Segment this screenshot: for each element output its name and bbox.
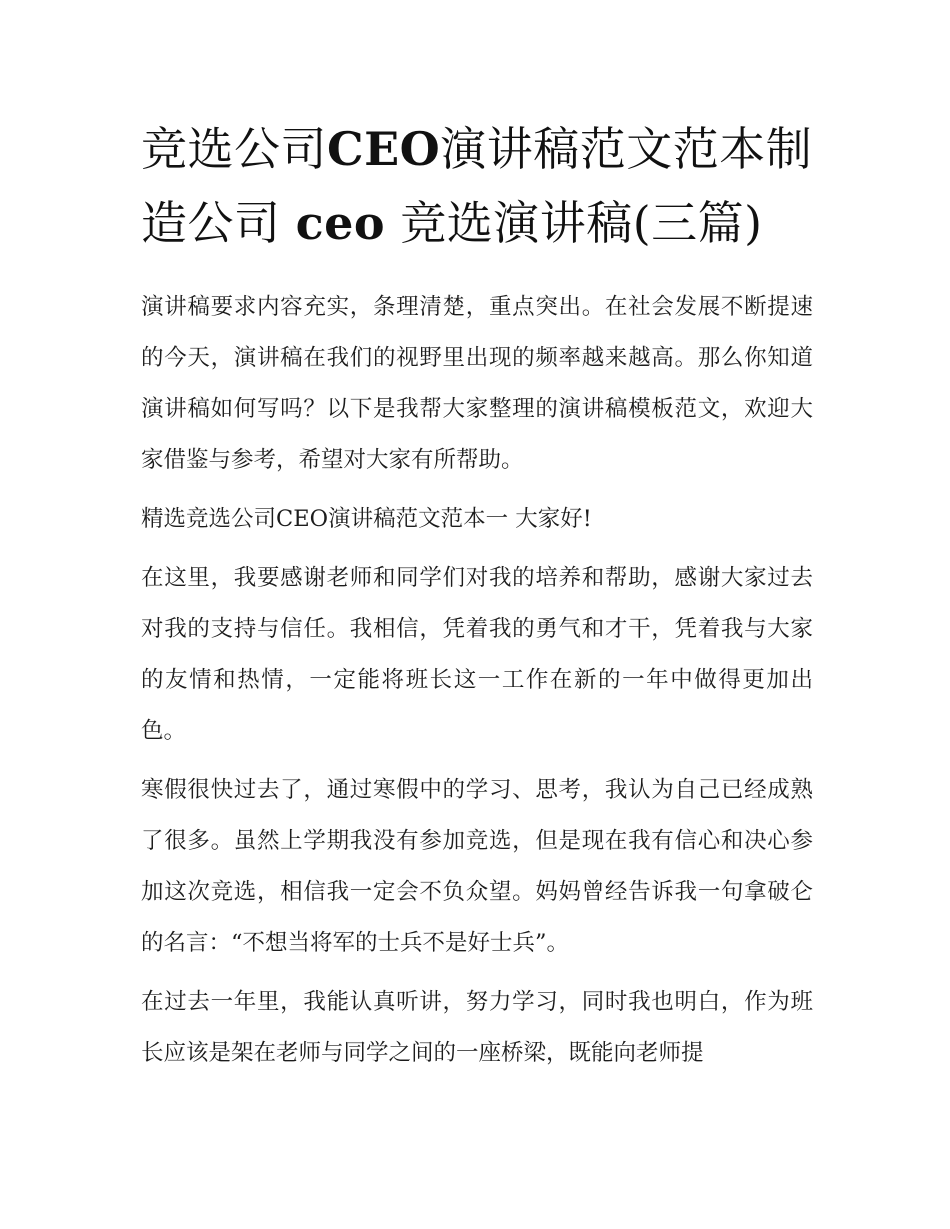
document-title xyxy=(141,112,813,260)
title-ceo-upper: CEO xyxy=(327,122,441,176)
title-text-2: 演讲稿范文范本制造公司 xyxy=(141,122,813,250)
paragraph-section-heading: 精选竞选公司CEO演讲稿范文范本一 大家好! xyxy=(141,506,592,532)
paragraph-thanks: 在这里，我要感谢老师和同学们对我的培养和帮助，感谢大家过去对我的支持与信任。我相信，凭着我的勇气和才干，凭着我与大家的友情和热情，一定能将班长这一工作在新的一年中做得更加出色。 xyxy=(141,565,813,744)
document-body xyxy=(141,282,813,1079)
title-ceo-lower: ceo xyxy=(295,196,386,250)
paragraph-intro: 演讲稿要求内容充实，条理清楚，重点突出。在社会发展不断提速的今天，演讲稿在我们的视野里出现的频率越来越高。那么你知道演讲稿如何写吗？以下是我帮大家整理的演讲稿模板范文，欢迎大家借鉴与参考，希望对大家有所帮助。 xyxy=(141,294,813,473)
paragraph-winter-break: 寒假很快过去了，通过寒假中的学习、思考，我认为自己已经成熟了很多。虽然上学期我没有参加竞选，但是现在我有信心和决心参加这次竞选，相信我一定会不负众望。妈妈曾经告诉我一句拿破仑的名言：“不想当将军的士兵不是好士兵”。 xyxy=(141,777,813,956)
title-text-1: 竞选公司 xyxy=(141,122,327,176)
document-content xyxy=(141,112,813,1087)
title-text-3: 竞选演讲稿(三篇) xyxy=(400,196,763,250)
paragraph-past-year: 在过去一年里，我能认真听讲，努力学习，同时我也明白，作为班长应该是架在老师与同学之间的一座桥梁，既能向老师提 xyxy=(141,989,813,1066)
